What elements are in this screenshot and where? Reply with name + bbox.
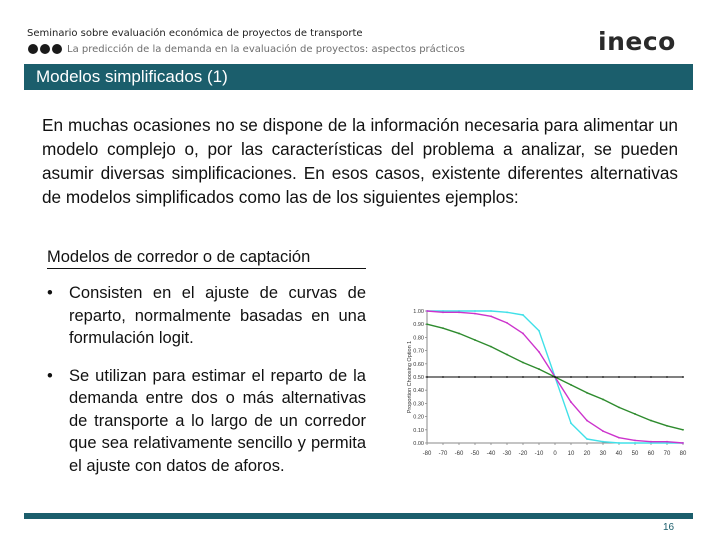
x-tick-label: 60 bbox=[647, 451, 655, 457]
data-point bbox=[538, 376, 540, 378]
page-number: 16 bbox=[663, 522, 675, 533]
data-point bbox=[522, 376, 524, 378]
bullet-item bbox=[44, 282, 366, 350]
data-point bbox=[538, 351, 540, 353]
x-tick-label: -30 bbox=[502, 451, 512, 457]
data-point bbox=[586, 376, 588, 378]
data-point bbox=[682, 442, 684, 444]
data-point bbox=[474, 310, 476, 312]
section-subheading: Modelos de corredor o de captación bbox=[47, 247, 366, 269]
data-point bbox=[506, 322, 508, 324]
bullet-icon: • bbox=[47, 366, 53, 385]
data-point bbox=[506, 311, 508, 313]
data-point bbox=[682, 376, 684, 378]
data-point bbox=[586, 420, 588, 422]
y-tick-label: 0.90 bbox=[413, 322, 424, 329]
data-point bbox=[426, 323, 428, 325]
data-point bbox=[666, 425, 668, 427]
data-point bbox=[506, 376, 508, 378]
y-tick-label: 0.10 bbox=[413, 427, 424, 434]
y-tick-label: 1.00 bbox=[413, 309, 424, 315]
bullet-text: Consisten en el ajuste de curvas de reparto, normalmente basadas en una formulación logit. bbox=[69, 284, 366, 347]
data-point bbox=[602, 430, 604, 432]
data-point bbox=[490, 315, 492, 317]
intro-paragraph: En muchas ocasiones no se dispone de la información necesaria para alimentar un modelo complejo o, por las características del problema a analizar, se pueden asumir diversas simplificaciones. En esos casos, existente diferentes alternativas de modelos simplificados como las de los siguientes ejemplos: bbox=[42, 115, 678, 207]
bullet-item bbox=[44, 365, 366, 478]
data-point bbox=[570, 376, 572, 378]
data-point bbox=[522, 314, 524, 316]
data-point bbox=[586, 392, 588, 394]
data-point bbox=[634, 442, 636, 444]
seminar-title: Seminario sobre evaluación económica de proyectos de transporte bbox=[27, 28, 363, 39]
x-tick-label: 40 bbox=[615, 451, 623, 457]
data-point bbox=[474, 376, 476, 378]
data-point bbox=[522, 362, 524, 364]
data-point bbox=[602, 399, 604, 401]
data-point bbox=[602, 376, 604, 378]
data-point bbox=[554, 376, 556, 378]
data-point bbox=[634, 413, 636, 415]
bullet-icon: • bbox=[47, 284, 53, 302]
data-point bbox=[570, 384, 572, 386]
data-point bbox=[538, 368, 540, 370]
slide-title: Modelos simplificados (1) bbox=[24, 64, 693, 90]
data-point bbox=[442, 327, 444, 329]
x-tick-label: 20 bbox=[583, 451, 591, 457]
bullet-text: Se utilizan para estimar el reparto de la demanda entre dos o más alternativas de transporte a lo largo de un corredor que sea relativamente sencillo y permita el ajuste con datos de aforos. bbox=[69, 366, 366, 475]
y-tick-label: 0.00 bbox=[413, 441, 424, 447]
data-point bbox=[634, 376, 636, 378]
x-tick-label: -60 bbox=[454, 451, 464, 457]
data-point bbox=[490, 310, 492, 312]
y-tick-label: 0.40 bbox=[413, 388, 424, 395]
x-tick-label: -50 bbox=[470, 451, 480, 457]
x-tick-label: -40 bbox=[486, 451, 496, 457]
dot-icon bbox=[52, 44, 62, 54]
x-tick-label: 50 bbox=[631, 451, 639, 457]
y-tick-label: 0.60 bbox=[413, 361, 424, 368]
data-point bbox=[474, 339, 476, 341]
data-point bbox=[474, 313, 476, 315]
x-tick-label: 10 bbox=[567, 451, 575, 457]
data-point bbox=[666, 441, 668, 443]
data-point bbox=[634, 439, 636, 441]
y-tick-label: 0.50 bbox=[413, 375, 424, 381]
y-tick-label: 0.80 bbox=[413, 335, 424, 342]
data-point bbox=[650, 441, 652, 443]
bullet-list bbox=[44, 282, 366, 477]
data-point bbox=[458, 376, 460, 378]
x-tick-label: 70 bbox=[663, 451, 671, 457]
x-tick-label: -20 bbox=[518, 451, 528, 457]
x-tick-label: 80 bbox=[679, 451, 687, 457]
y-tick-label: 0.20 bbox=[413, 414, 424, 421]
x-tick-label: 30 bbox=[599, 451, 607, 457]
data-point bbox=[442, 311, 444, 313]
data-point bbox=[682, 429, 684, 431]
data-point bbox=[650, 376, 652, 378]
data-point bbox=[570, 422, 572, 424]
data-point bbox=[618, 437, 620, 439]
data-point bbox=[538, 330, 540, 332]
logit-curves-chart bbox=[405, 303, 690, 463]
y-axis-label: Proportion Choosing Option 1 bbox=[407, 340, 413, 414]
x-tick-label: -70 bbox=[438, 451, 448, 457]
data-point bbox=[586, 438, 588, 440]
y-tick-label: 0.30 bbox=[413, 401, 424, 408]
data-point bbox=[522, 333, 524, 335]
data-point bbox=[650, 420, 652, 422]
data-point bbox=[666, 376, 668, 378]
data-point bbox=[442, 376, 444, 378]
data-point bbox=[426, 310, 428, 312]
y-tick-label: 0.70 bbox=[413, 348, 424, 355]
data-point bbox=[458, 311, 460, 313]
dot-icon bbox=[40, 44, 50, 54]
data-point bbox=[570, 401, 572, 403]
ineco-logo: ineco bbox=[598, 27, 676, 56]
data-point bbox=[490, 346, 492, 348]
data-point bbox=[458, 333, 460, 335]
data-point bbox=[426, 376, 428, 378]
data-point bbox=[618, 442, 620, 444]
data-point bbox=[506, 354, 508, 356]
x-tick-label: 0 bbox=[553, 451, 557, 457]
dot-icon bbox=[28, 44, 38, 54]
data-point bbox=[490, 376, 492, 378]
x-tick-label: -80 bbox=[422, 451, 432, 457]
presentation-subtitle: La predicción de la demanda en la evaluación de proyectos: aspectos prácticos bbox=[67, 44, 465, 55]
x-tick-label: -10 bbox=[534, 451, 544, 457]
decorative-dots bbox=[28, 44, 62, 54]
footer-bar bbox=[24, 513, 693, 519]
data-point bbox=[618, 376, 620, 378]
data-point bbox=[618, 406, 620, 408]
data-point bbox=[602, 441, 604, 443]
